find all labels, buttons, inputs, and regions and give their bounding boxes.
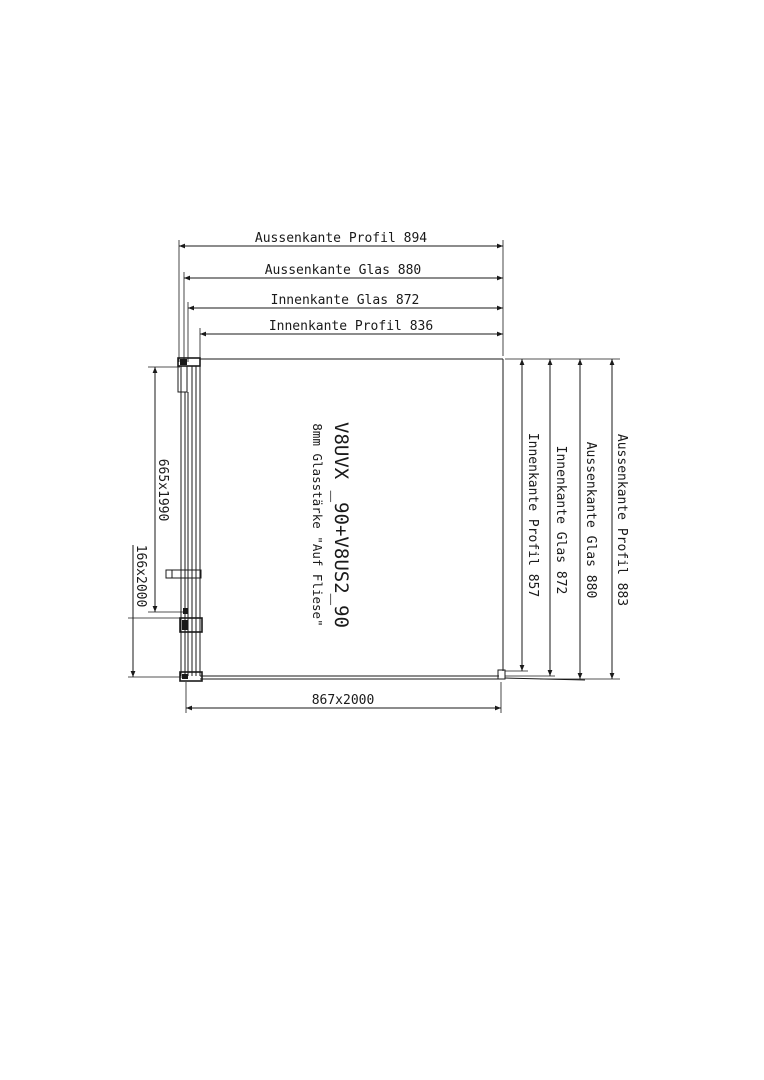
- dimension-label-aussenkante-profil: Aussenkante Profil 894: [254, 231, 428, 246]
- dimension-label-right-1: Innenkante Profil 857: [525, 432, 540, 598]
- model-annotation: [310, 422, 352, 628]
- dimension-label-right-3: Aussenkante Glas 880: [583, 441, 598, 599]
- dimension-label-aussenkante-glas: Aussenkante Glas 880: [264, 263, 422, 278]
- dimension-label-innenkante-profil: Innenkante Profil 836: [268, 319, 434, 334]
- model-title: V8UVX _90+V8US2_90: [330, 422, 352, 628]
- dimension-label-upper-panel: 665x1990: [155, 458, 170, 522]
- dimension-label-right-2: Innenkante Glas 872: [553, 445, 568, 595]
- top-dimension-group: [179, 231, 503, 362]
- right-dimension-group: [505, 359, 629, 679]
- bottom-dimension-group: [186, 682, 501, 713]
- left-dimension-group: [128, 367, 186, 677]
- bottom-profile-fill: [182, 674, 188, 679]
- corner-profile: [498, 670, 505, 679]
- door-assembly: [166, 358, 202, 681]
- model-subtitle: 8mm Glasstärke "Auf Fliese": [310, 423, 325, 627]
- lower-profile-fill: [182, 620, 188, 630]
- dimension-label-bottom: 867x2000: [311, 693, 375, 708]
- wall-profile-top-fill: [180, 359, 187, 365]
- dimension-label-innenkante-glas: Innenkante Glas 872: [270, 293, 420, 308]
- dimension-label-right-4: Aussenkante Profil 883: [614, 433, 629, 607]
- hinge-bracket: [178, 366, 187, 392]
- joint-marker: [183, 608, 188, 614]
- dimension-label-lower-panel: 166x2000: [133, 544, 148, 608]
